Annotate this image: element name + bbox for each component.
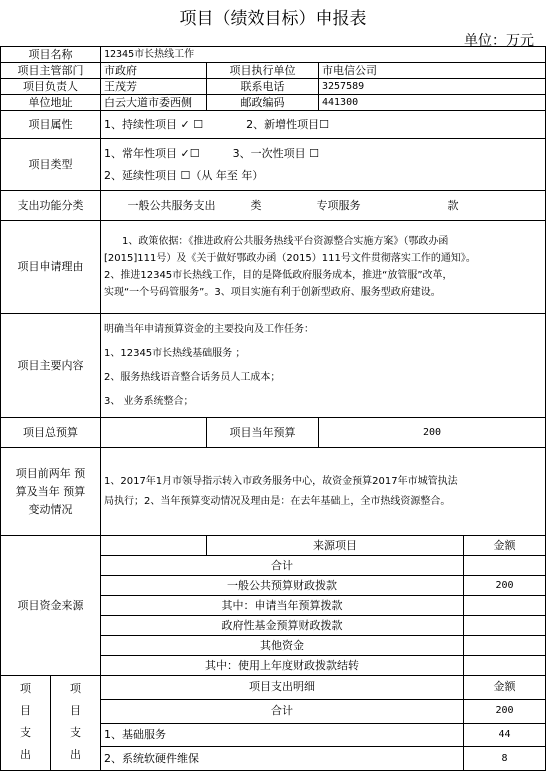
phone-value: 3257589 xyxy=(319,79,546,95)
expense-item-name: 合计 xyxy=(101,699,464,723)
executor-label: 项目执行单位 xyxy=(207,63,319,79)
project-name-value: 12345市长热线工作 xyxy=(101,47,546,63)
row-reason xyxy=(1,221,546,314)
expense-side-char: 项 xyxy=(20,682,31,695)
attribute-options xyxy=(101,111,546,139)
expense-item-amount: 8 xyxy=(464,747,546,771)
reason-label: 项目申请理由 xyxy=(1,221,101,314)
type-option-annual[interactable]: 1、常年性项目 ✓☐ xyxy=(104,146,200,160)
expense-item-name: 2、系统软硬件维保 xyxy=(101,747,464,771)
row-function xyxy=(1,191,546,221)
change-line-2: 局执行；2、当年预算变动情况及理由是：在去年基础上，全市热线资源整合。 xyxy=(104,495,451,507)
content-text xyxy=(101,314,546,418)
change-label xyxy=(1,448,101,536)
row-attribute xyxy=(1,111,546,139)
department-label: 项目主管部门 xyxy=(1,63,101,79)
row-source-header xyxy=(1,536,546,556)
expense-side-label-1 xyxy=(1,676,51,771)
source-spacer xyxy=(101,536,207,556)
content-line-3: 2、服务热线语音整合话务员人工成本； xyxy=(104,371,281,383)
source-item-name: 政府性基金预算财政拨款 xyxy=(101,616,464,636)
expense-header: 项目支出明细 xyxy=(101,676,464,700)
source-item-amount xyxy=(464,556,546,576)
change-label-line-3: 变动情况 xyxy=(28,502,73,516)
source-item-name: 其中：申请当年预算拨款 xyxy=(101,596,464,616)
content-line-4: 3、 业务系统整合； xyxy=(104,395,194,407)
type-option-extended[interactable]: 2、延续性项目 ☐（从 年至 年） xyxy=(104,168,264,182)
change-line-1: 1、2017年1月市领导指示转入市政务服务中心，故资金预算2017年市城管执法 xyxy=(104,475,458,487)
department-value: 市政府 xyxy=(101,63,207,79)
function-category-unit: 类 xyxy=(250,198,262,212)
change-text xyxy=(101,448,546,536)
row-budget xyxy=(1,418,546,448)
amount-header: 金额 xyxy=(464,536,546,556)
source-item-name: 其中：使用上年度财政拨款结转 xyxy=(101,656,464,676)
source-item-amount xyxy=(464,636,546,656)
expense-side-char: 项 xyxy=(70,682,81,695)
person-value: 王茂芳 xyxy=(101,79,207,95)
content-line-1: 明确当年申请预算资金的主要投向及工作任务： xyxy=(104,323,314,335)
expense-amount-header: 金额 xyxy=(464,676,546,700)
function-category: 一般公共服务支出 xyxy=(127,198,216,212)
row-person xyxy=(1,79,546,95)
expense-side-char: 目 xyxy=(70,704,81,717)
expense-item-amount: 44 xyxy=(464,723,546,747)
attribute-option-continuing[interactable]: 1、持续性项目 ✓ ☐ xyxy=(104,117,204,131)
expense-side-char: 目 xyxy=(20,704,31,717)
address-value: 白云大道市委西侧 xyxy=(101,95,207,111)
person-label: 项目负责人 xyxy=(1,79,101,95)
zip-value: 441300 xyxy=(319,95,546,111)
row-expense-header xyxy=(1,676,546,700)
unit-label: 单位：万元 xyxy=(464,33,534,49)
attribute-label: 项目属性 xyxy=(1,111,101,139)
executor-value: 市电信公司 xyxy=(319,63,546,79)
source-item-amount: 200 xyxy=(464,576,546,596)
reason-text xyxy=(101,221,546,314)
source-item-name: 其他资金 xyxy=(101,636,464,656)
function-values xyxy=(101,191,546,221)
change-label-line-1: 项目前两年 预 xyxy=(15,466,86,480)
source-label: 项目资金来源 xyxy=(1,536,101,676)
source-item-name: 一般公共预算财政拨款 xyxy=(101,576,464,596)
project-name-label: 项目名称 xyxy=(1,47,101,63)
content-label: 项目主要内容 xyxy=(1,314,101,418)
year-budget-value: 200 xyxy=(319,418,546,448)
expense-item-name: 1、基础服务 xyxy=(101,723,464,747)
reason-line-1: 1、政策依据：《推进政府公共服务热线平台资源整合实施方案》（鄂政办函 xyxy=(122,236,449,247)
row-address xyxy=(1,95,546,111)
row-department xyxy=(1,63,546,79)
reason-line-3: 2、推进12345市长热线工作，目的是降低政府服务成本，推进“放管服”改革， xyxy=(104,270,453,281)
source-item-name: 合计 xyxy=(101,556,464,576)
source-item-amount xyxy=(464,656,546,676)
expense-side-char: 出 xyxy=(70,748,81,761)
row-content xyxy=(1,314,546,418)
expense-side-label-2 xyxy=(51,676,101,771)
zip-label: 邮政编码 xyxy=(207,95,319,111)
source-item-amount xyxy=(464,596,546,616)
function-label: 支出功能分类 xyxy=(1,191,101,221)
reason-line-2: [2015]111号）及《关于做好鄂政办函（2015）111号文件贯彻落实工作的通知》。 xyxy=(104,253,476,264)
attribute-option-new[interactable]: 2、新增性项目☐ xyxy=(246,117,329,131)
row-change xyxy=(1,448,546,536)
function-item: 专项服务 xyxy=(316,198,361,212)
expense-side-char: 支 xyxy=(20,726,31,739)
function-item-unit: 款 xyxy=(447,198,459,212)
expense-side-char: 支 xyxy=(70,726,81,739)
application-table xyxy=(0,46,546,771)
source-header: 来源项目 xyxy=(207,536,464,556)
reason-line-4: 实现“一个号码管服务”。3、项目实施有利于创新型政府、服务型政府建设。 xyxy=(104,287,441,298)
source-item-amount xyxy=(464,616,546,636)
total-budget-value xyxy=(101,418,207,448)
expense-item-amount: 200 xyxy=(464,699,546,723)
type-options xyxy=(101,139,546,191)
row-project-name xyxy=(1,47,546,63)
row-type xyxy=(1,139,546,191)
change-label-line-2: 算及当年 预算 xyxy=(15,484,86,498)
content-line-2: 1、12345市长热线基础服务 ； xyxy=(104,347,246,359)
form-title: 项目（绩效目标）申报表 xyxy=(179,9,367,29)
type-option-onetime[interactable]: 3、一次性项目 ☐ xyxy=(232,146,319,160)
phone-label: 联系电话 xyxy=(207,79,319,95)
total-budget-label: 项目总预算 xyxy=(1,418,101,448)
expense-side-char: 出 xyxy=(20,748,31,761)
year-budget-label: 项目当年预算 xyxy=(207,418,319,448)
address-label: 单位地址 xyxy=(1,95,101,111)
type-label: 项目类型 xyxy=(1,139,101,191)
